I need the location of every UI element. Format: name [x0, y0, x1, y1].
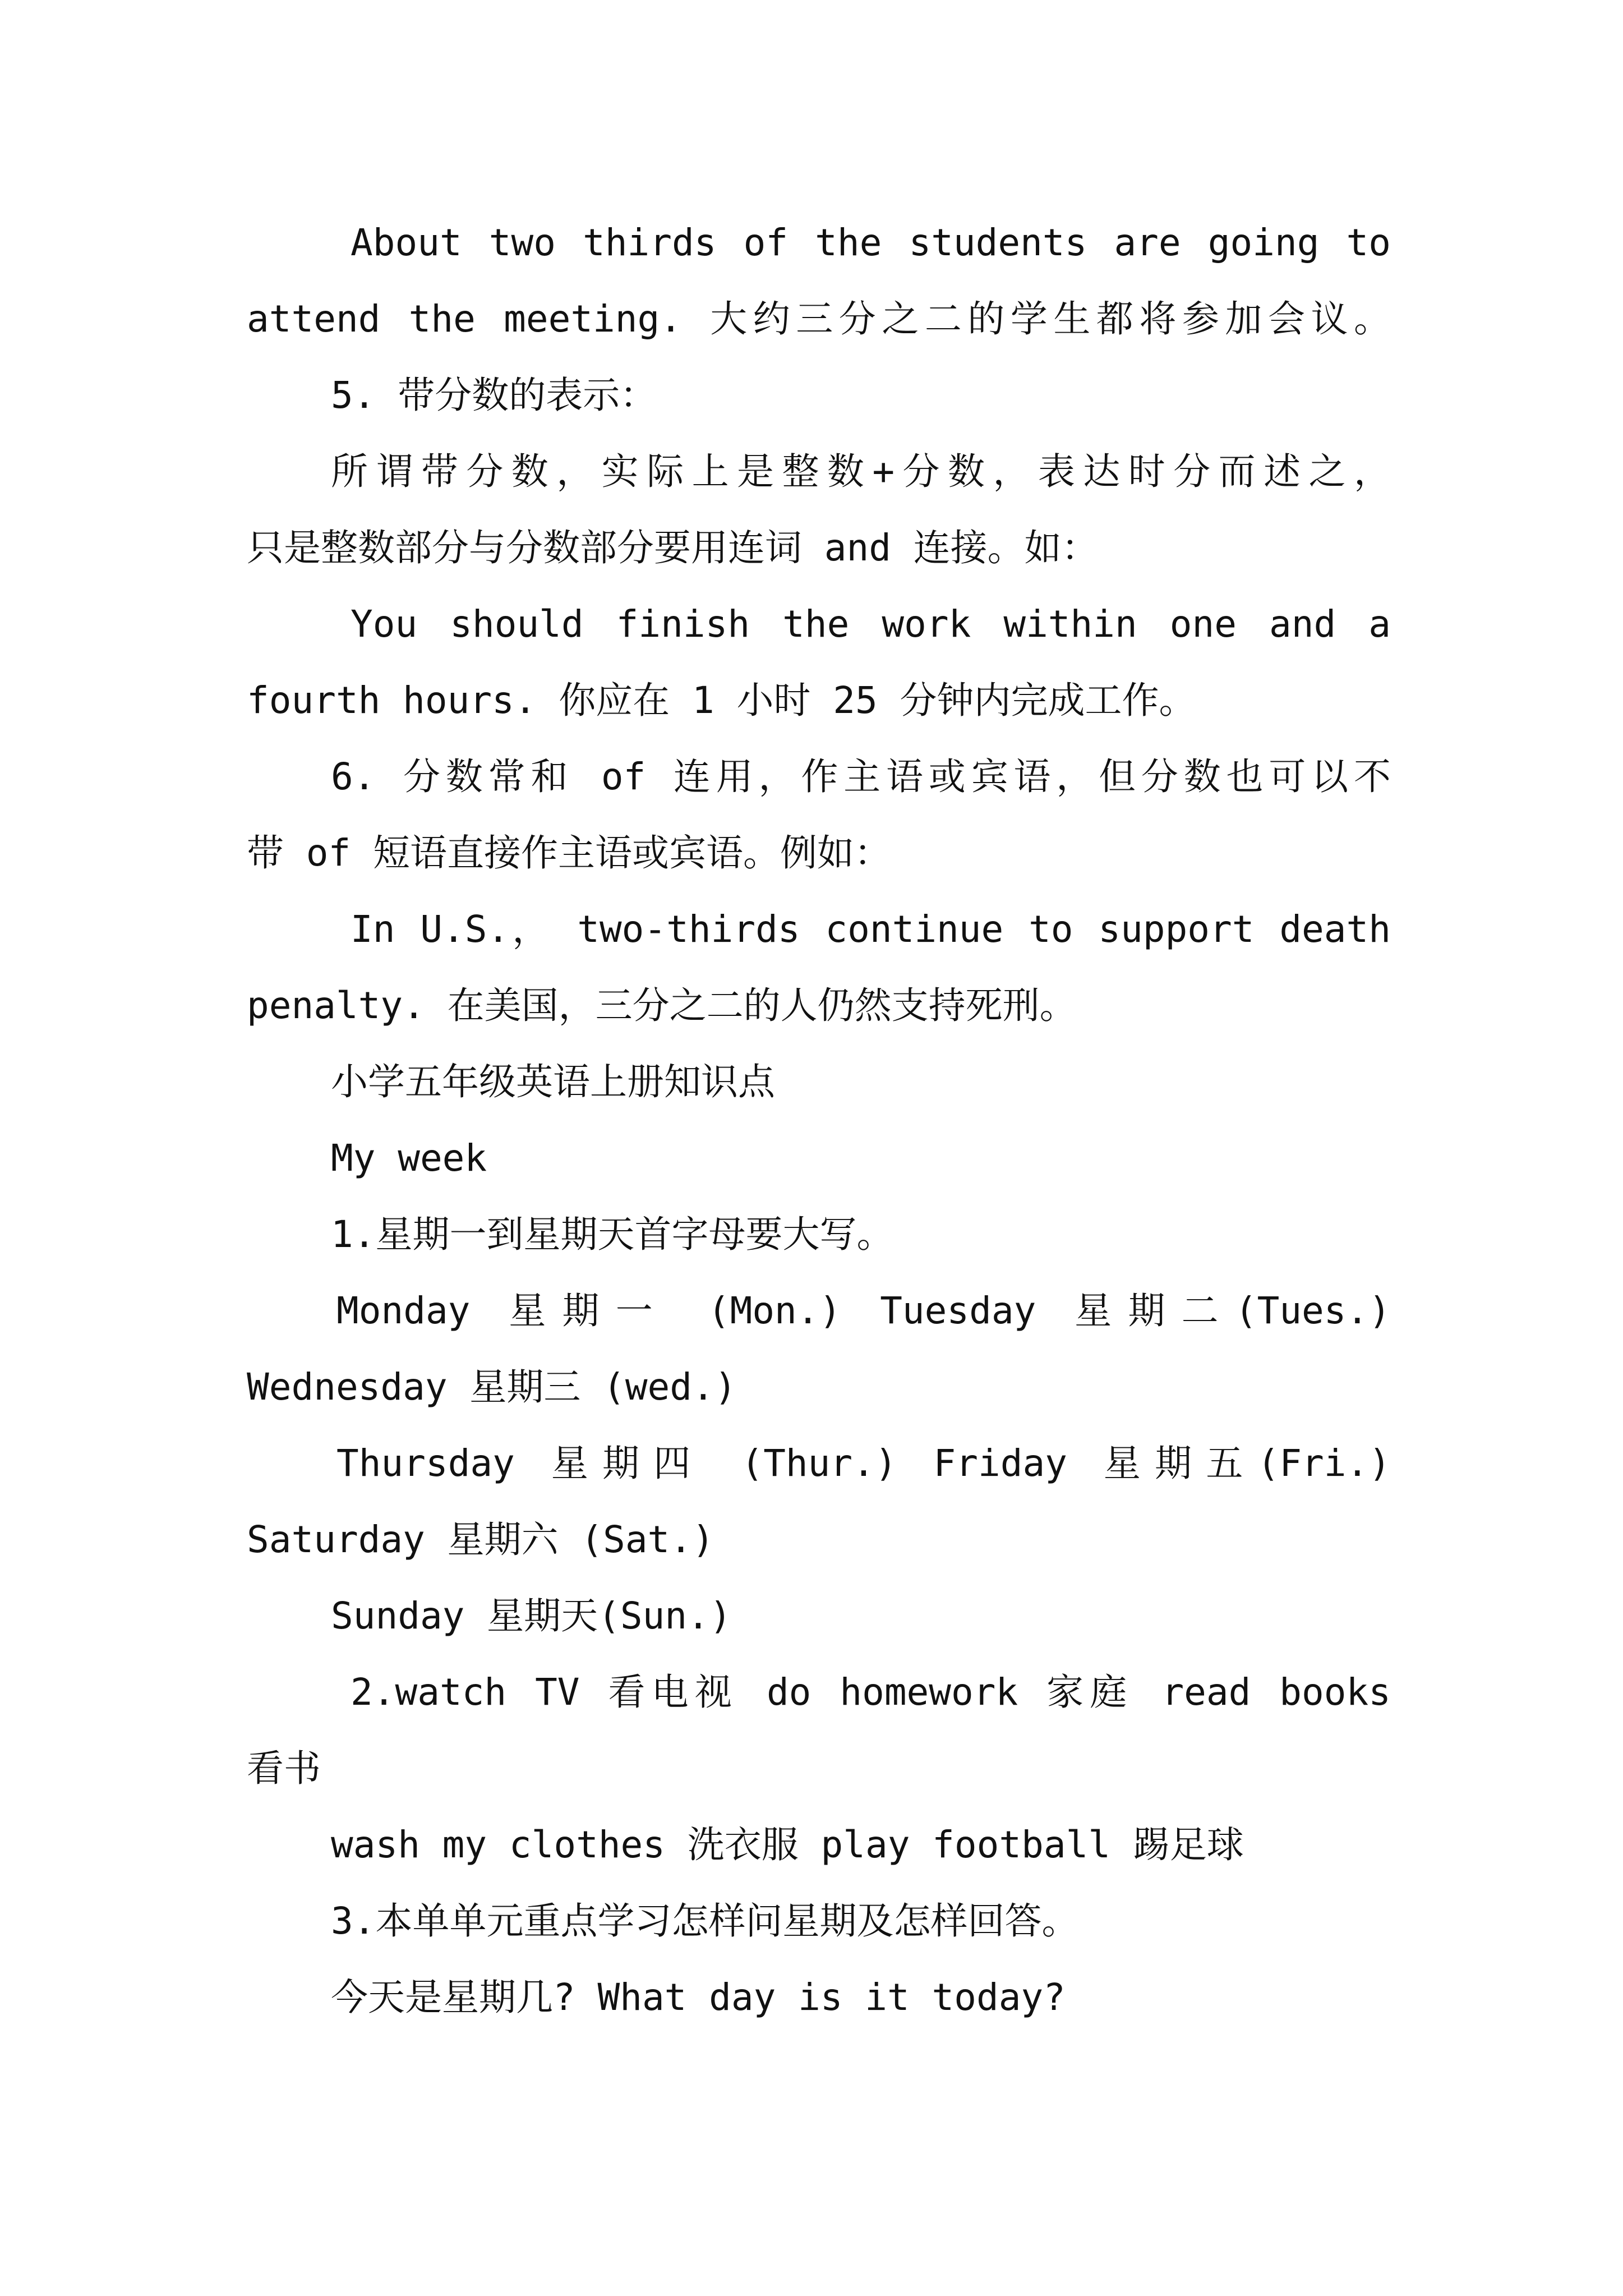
paragraph-line: fourth hours. 你应在 1 小时 25 分钟内完成工作。 — [247, 679, 1196, 722]
list-item: 1.星期一到星期天首字母要大写。 — [331, 1213, 894, 1256]
weekday-line: Wednesday 星期三 (wed.) — [247, 1365, 737, 1409]
paragraph-line: attend the meeting. 大约三分之二的学生都将参加会议。 — [247, 297, 1391, 341]
unit-title: My week — [331, 1137, 487, 1180]
paragraph-line: penalty. 在美国，三分之二的人仍然支持死刑。 — [247, 984, 1077, 1027]
paragraph-line: 所谓带分数，实际上是整数+分数，表达时分而述之， — [331, 450, 1391, 493]
weekday-line: Sunday 星期天(Sun.) — [331, 1594, 732, 1637]
list-item: 3.本单单元重点学习怎样问星期及怎样回答。 — [331, 1899, 1079, 1943]
section-title: 小学五年级英语上册知识点 — [331, 1060, 775, 1103]
paragraph-line: You should finish the work within one and a — [351, 602, 1391, 646]
paragraph-line: In U.S.， two-thirds continue to support death — [351, 908, 1391, 951]
section-heading: 5. 带分数的表示： — [331, 374, 657, 417]
weekday-line: Monday 星期一 (Mon.) Tuesday 星期二(Tues.) — [336, 1289, 1391, 1332]
paragraph-line: About two thirds of the students are going to — [351, 221, 1391, 264]
paragraph-line: 看书 — [247, 1747, 321, 1790]
paragraph-line: 带 of 短语直接作主语或宾语。例如： — [247, 831, 891, 875]
paragraph-line: 今天是星期几? What day is it today? — [331, 1976, 1066, 2019]
weekday-line: Saturday 星期六 (Sat.) — [247, 1518, 714, 1561]
weekday-line: Thursday 星期四 (Thur.) Friday 星期五(Fri.) — [336, 1442, 1391, 1485]
paragraph-line: 只是整数部分与分数部分要用连词 and 连接。如： — [247, 526, 1099, 569]
section-heading: 6. 分数常和 of 连用，作主语或宾语，但分数也可以不 — [331, 755, 1391, 798]
list-item: 2.watch TV 看电视 do homework 家庭 read books — [351, 1671, 1391, 1714]
paragraph-line: wash my clothes 洗衣服 play football 踢足球 — [331, 1823, 1244, 1866]
